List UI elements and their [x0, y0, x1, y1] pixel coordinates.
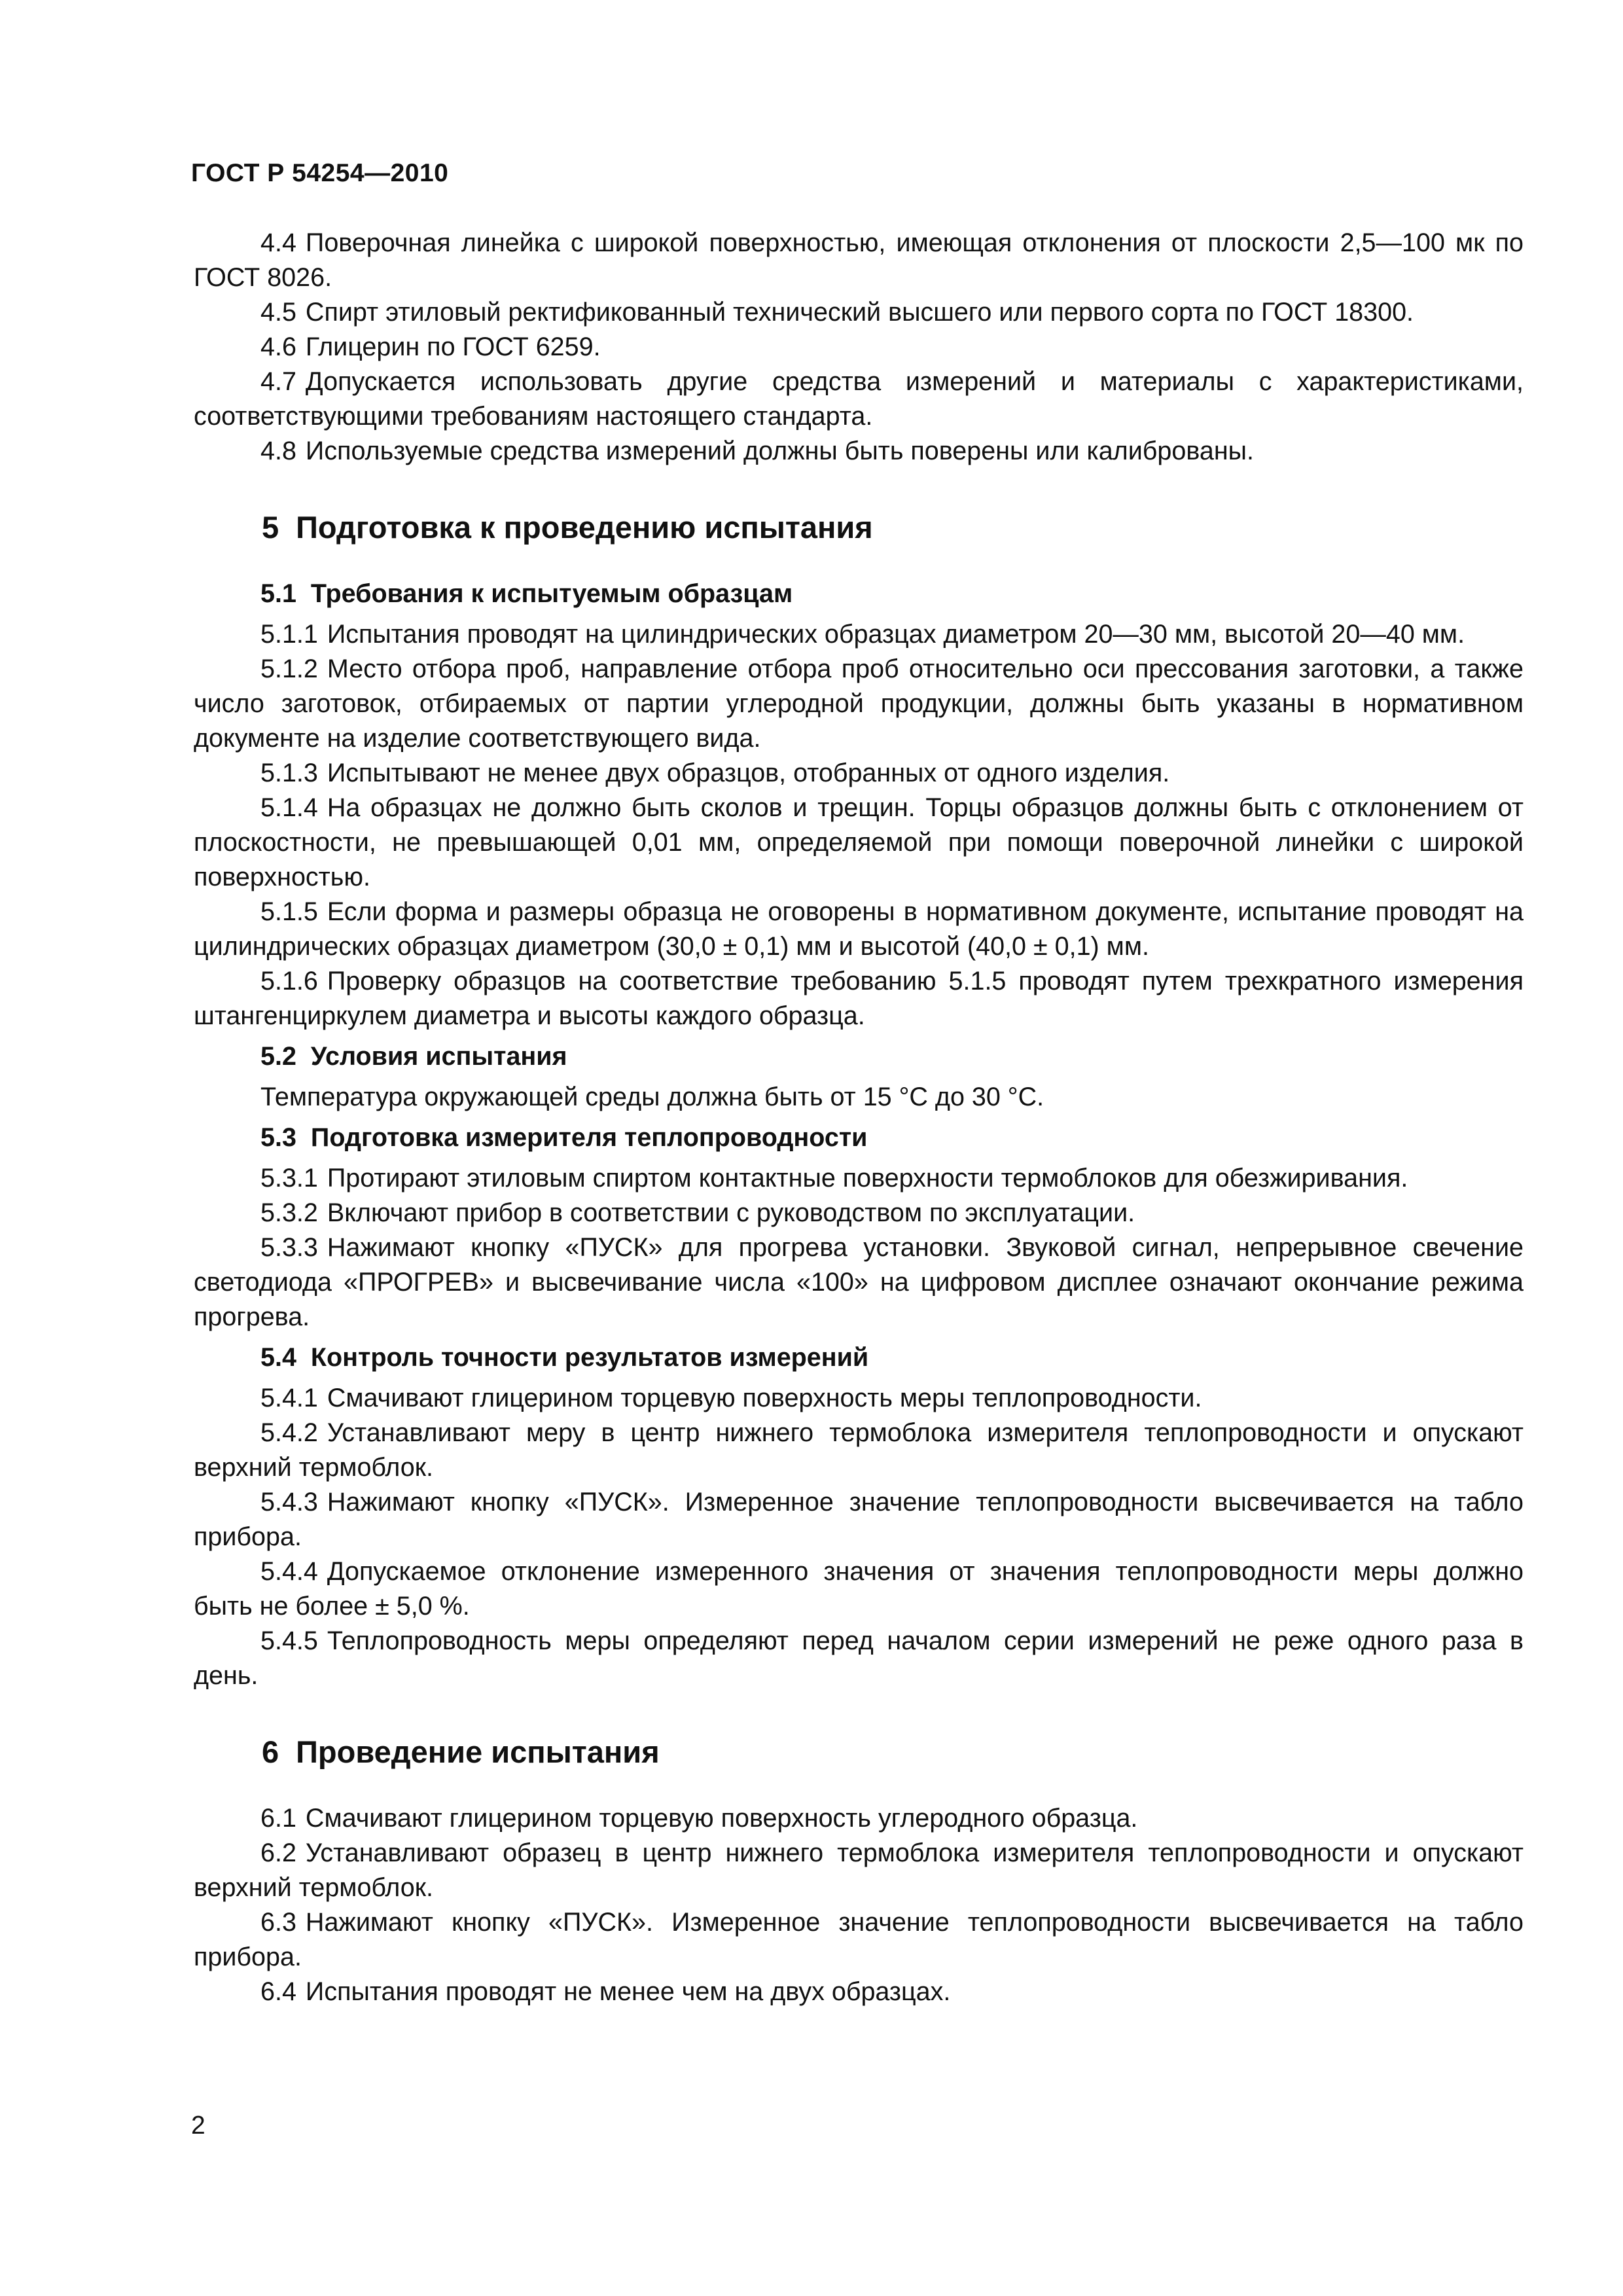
clause-number: 4.8 — [260, 437, 296, 465]
subsection-5-1-heading — [194, 577, 1524, 611]
clause-text: Место отбора проб, направление отбора проб относительно оси прессования заготовки, а также число заготовок, отбираемых от партии углеродной продукции, должны быть указаны в нормативном документе на изделие соответствующего вида. — [194, 655, 1524, 753]
section-number: 5 — [262, 510, 279, 545]
paragraph-5-3-1 — [194, 1161, 1524, 1196]
clause-text: Если форма и размеры образца не оговорены в нормативном документе, испытание проводят на цилиндрических образцах диаметром (30,0 ± 0,1) мм и высотой (40,0 ± 0,1) мм. — [194, 897, 1524, 961]
clause-number: 4.4 — [260, 228, 296, 257]
page-content — [194, 226, 1524, 2009]
paragraph-5-4-2 — [194, 1416, 1524, 1485]
paragraph-5-1-2 — [194, 652, 1524, 756]
section-5-heading — [194, 508, 1524, 547]
clause-text: Проверку образцов на соответствие требованию 5.1.5 проводят путем трехкратного измерения штангенциркулем диаметра и высоты каждого образца. — [194, 967, 1524, 1030]
subsection-title: Контроль точности результатов измерений — [310, 1343, 869, 1372]
subsection-number: 5.1 — [260, 579, 296, 608]
clause-number: 5.1.1 — [260, 620, 318, 649]
document-id-header: ГОСТ Р 54254—2010 — [191, 159, 449, 187]
clause-text: Смачивают глицерином торцевую поверхность углеродного образца. — [305, 1804, 1138, 1833]
clause-number: 5.3.2 — [260, 1198, 318, 1227]
clause-text: Допускается использовать другие средства измерений и материалы с характеристиками, соответствующими требованиям настоящего стандарта. — [194, 367, 1524, 431]
paragraph-4-8 — [194, 434, 1524, 469]
clause-text: Спирт этиловый ректификованный технический высшего или первого сорта по ГОСТ 18300. — [305, 298, 1414, 327]
clause-number: 5.4.3 — [260, 1488, 318, 1516]
paragraph-6-3 — [194, 1905, 1524, 1975]
clause-number: 5.4.1 — [260, 1384, 318, 1412]
clause-number: 6.4 — [260, 1977, 296, 2006]
paragraph-5-1-5 — [194, 895, 1524, 964]
clause-text: Температура окружающей среды должна быть от 15 °С до 30 °С. — [260, 1083, 1044, 1111]
clause-text: Нажимают кнопку «ПУСК». Измеренное значение теплопроводности высвечивается на табло прибора. — [194, 1908, 1524, 1971]
paragraph-5-4-4 — [194, 1554, 1524, 1624]
paragraph-5-4-3 — [194, 1485, 1524, 1554]
paragraph-6-4 — [194, 1975, 1524, 2009]
clause-text: Глицерин по ГОСТ 6259. — [305, 332, 601, 361]
subsection-title: Подготовка измерителя теплопроводности — [310, 1123, 868, 1152]
subsection-5-2-heading — [194, 1039, 1524, 1074]
clause-number: 5.4.4 — [260, 1557, 318, 1586]
paragraph-4-6 — [194, 330, 1524, 365]
subsection-title: Условия испытания — [310, 1042, 567, 1071]
paragraph-6-2 — [194, 1836, 1524, 1905]
paragraph-5-4-1 — [194, 1381, 1524, 1416]
clause-number: 4.7 — [260, 367, 296, 396]
section-title: Подготовка к проведению испытания — [296, 510, 873, 545]
clause-text: Нажимают кнопку «ПУСК». Измеренное значение теплопроводности высвечивается на табло прибора. — [194, 1488, 1524, 1551]
paragraph-5-1-3 — [194, 756, 1524, 791]
clause-number: 5.1.5 — [260, 897, 318, 926]
subsection-number: 5.2 — [260, 1042, 296, 1071]
clause-text: Устанавливают меру в центр нижнего термоблока измерителя теплопроводности и опускают верхний термоблок. — [194, 1418, 1524, 1482]
clause-number: 4.5 — [260, 298, 296, 327]
clause-text: Испытания проводят не менее чем на двух образцах. — [305, 1977, 951, 2006]
clause-text: Протирают этиловым спиртом контактные поверхности термоблоков для обезжиривания. — [327, 1164, 1408, 1193]
clause-text: Устанавливают образец в центр нижнего термоблока измерителя теплопроводности и опускают верхний термоблок. — [194, 1839, 1524, 1902]
paragraph-4-5 — [194, 295, 1524, 330]
clause-number: 5.1.4 — [260, 793, 318, 822]
paragraph-4-4 — [194, 226, 1524, 295]
subsection-5-4-heading — [194, 1340, 1524, 1375]
section-title: Проведение испытания — [296, 1734, 660, 1769]
subsection-5-3-heading — [194, 1121, 1524, 1155]
paragraph-6-1 — [194, 1801, 1524, 1836]
clause-text: Включают прибор в соответствии с руководством по эксплуатации. — [327, 1198, 1135, 1227]
clause-text: Испытания проводят на цилиндрических образцах диаметром 20—30 мм, высотой 20—40 мм. — [327, 620, 1465, 649]
clause-number: 6.2 — [260, 1839, 296, 1867]
paragraph-5-3-2 — [194, 1196, 1524, 1230]
paragraph-5-1-6 — [194, 964, 1524, 1033]
clause-text: Нажимают кнопку «ПУСК» для прогрева установки. Звуковой сигнал, непрерывное свечение светодиода «ПРОГРЕВ» и высвечивание числа «100» на цифровом дисплее означают окончание режима прогрева. — [194, 1233, 1524, 1331]
clause-number: 6.1 — [260, 1804, 296, 1833]
clause-text: Используемые средства измерений должны быть поверены или калиброваны. — [305, 437, 1255, 465]
paragraph-5-1-1 — [194, 617, 1524, 652]
clause-number: 5.3.3 — [260, 1233, 318, 1262]
clause-number: 6.3 — [260, 1908, 296, 1937]
paragraph-5-3-3 — [194, 1230, 1524, 1335]
subsection-title: Требования к испытуемым образцам — [310, 579, 793, 608]
clause-number: 5.4.5 — [260, 1626, 318, 1655]
paragraph-5-2 — [194, 1080, 1524, 1115]
paragraph-5-4-5 — [194, 1624, 1524, 1693]
clause-number: 5.1.2 — [260, 655, 318, 683]
clause-number: 4.6 — [260, 332, 296, 361]
section-6-heading — [194, 1732, 1524, 1772]
clause-number: 5.4.2 — [260, 1418, 318, 1447]
paragraph-5-1-4 — [194, 791, 1524, 895]
clause-text: Поверочная линейка с широкой поверхностью, имеющая отклонения от плоскости 2,5—100 мк по ГОСТ 8026. — [194, 228, 1524, 292]
clause-number: 5.3.1 — [260, 1164, 318, 1193]
clause-number: 5.1.3 — [260, 759, 318, 787]
paragraph-4-7 — [194, 365, 1524, 434]
subsection-number: 5.3 — [260, 1123, 296, 1152]
section-number: 6 — [262, 1734, 279, 1769]
page-number: 2 — [191, 2111, 205, 2140]
clause-text: На образцах не должно быть сколов и трещин. Торцы образцов должны быть с отклонением от плоскостности, не превышающей 0,01 мм, определяемой при помощи поверочной линейки с широкой поверхностью. — [194, 793, 1524, 891]
clause-number: 5.1.6 — [260, 967, 318, 996]
clause-text: Испытывают не менее двух образцов, отобранных от одного изделия. — [327, 759, 1170, 787]
clause-text: Теплопроводность меры определяют перед началом серии измерений не реже одного раза в день. — [194, 1626, 1524, 1690]
clause-text: Допускаемое отклонение измеренного значения от значения теплопроводности меры должно быть не более ± 5,0 %. — [194, 1557, 1524, 1621]
clause-text: Смачивают глицерином торцевую поверхность меры теплопроводности. — [327, 1384, 1202, 1412]
subsection-number: 5.4 — [260, 1343, 296, 1372]
